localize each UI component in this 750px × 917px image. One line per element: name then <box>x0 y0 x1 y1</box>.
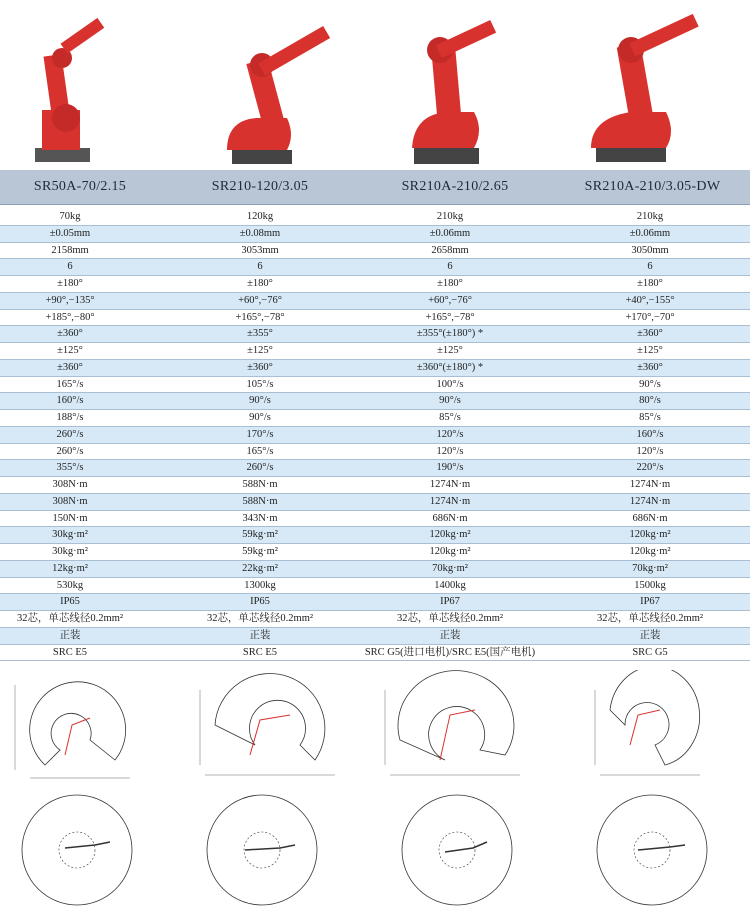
robot-image-sr210a-265 <box>374 0 561 170</box>
spec-cell: 686N·m <box>432 512 468 524</box>
spec-cell: 90°/s <box>639 378 661 390</box>
spec-cell: ±0.06mm <box>629 227 671 239</box>
spec-cell: 170°/s <box>246 428 274 440</box>
spec-cell: 85°/s <box>639 412 661 423</box>
spec-row <box>0 594 750 611</box>
spec-cell: +185°,−80° <box>45 311 95 323</box>
spec-cell: ±0.08mm <box>239 227 281 239</box>
spec-cell: IP67 <box>440 596 460 608</box>
spec-row <box>0 477 750 494</box>
spec-cell: IP65 <box>60 596 80 608</box>
spec-cell: 120kg·m² <box>429 546 471 557</box>
spec-cell: 308N·m <box>52 495 88 507</box>
spec-cell: ±0.05mm <box>49 227 91 239</box>
spec-cell: 120kg <box>246 211 274 222</box>
spec-cell: +60°,−76° <box>428 294 472 306</box>
spec-row <box>0 544 750 561</box>
spec-cell: 165°/s <box>246 445 274 457</box>
spec-cell: 6 <box>67 261 73 273</box>
top-view-diagram <box>15 790 140 910</box>
spec-cell: SRC E5 <box>52 646 88 658</box>
side-view-diagram <box>195 670 345 785</box>
spec-cell: 120°/s <box>636 445 664 457</box>
spec-cell: 686N·m <box>632 512 668 524</box>
spec-cell: 32芯，单芯线径0.2mm² <box>16 613 124 624</box>
spec-cell: +90°,−135° <box>45 294 95 306</box>
spec-cell: 1274N·m <box>629 495 671 507</box>
spec-cell: 1274N·m <box>629 479 671 490</box>
spec-cell: 120kg·m² <box>629 529 671 541</box>
spec-cell: 正装 <box>59 629 81 641</box>
spec-cell: SRC G5 <box>632 646 668 658</box>
spec-cell: 80°/s <box>639 395 661 407</box>
spec-row <box>0 259 750 276</box>
spec-cell: 120kg·m² <box>429 529 471 541</box>
model-name: SR50A-70/2.15 <box>33 179 127 194</box>
spec-cell: 1400kg <box>434 579 466 591</box>
spec-cell: 3053mm <box>241 244 279 256</box>
spec-cell: 190°/s <box>436 462 464 474</box>
spec-cell: 120°/s <box>436 445 464 457</box>
spec-cell: 6 <box>257 261 263 273</box>
spec-cell: +40°,−155° <box>625 294 675 306</box>
spec-cell: 588N·m <box>242 479 278 490</box>
robot-image-sr210a-305-dw <box>561 0 748 170</box>
spec-cell: 90°/s <box>439 395 461 407</box>
spec-cell: 90°/s <box>249 412 271 423</box>
workspace-diagrams <box>0 660 750 915</box>
spec-cell: 1500kg <box>634 579 666 591</box>
spec-row <box>0 293 750 310</box>
spec-cell: 260°/s <box>56 445 84 457</box>
spec-cell: ±360° <box>247 361 273 373</box>
spec-row <box>0 360 750 377</box>
spec-row <box>0 393 750 410</box>
spec-cell: ±180° <box>247 278 273 289</box>
spec-cell: 59kg·m² <box>242 546 278 557</box>
spec-cell: 32芯，单芯线径0.2mm² <box>396 613 504 624</box>
robot-images <box>0 0 750 170</box>
spec-cell: ±360°(±180°) * <box>416 361 484 373</box>
spec-row <box>0 209 750 226</box>
spec-cell: ±360° <box>57 361 83 373</box>
spec-cell: 3050mm <box>631 244 669 256</box>
spec-cell: 2658mm <box>431 244 469 256</box>
spec-cell: 343N·m <box>242 512 278 524</box>
spec-cell: 308N·m <box>52 479 88 490</box>
spec-cell: 160°/s <box>636 428 664 440</box>
spec-cell: 59kg·m² <box>242 529 278 541</box>
spec-cell: 30kg·m² <box>52 529 88 541</box>
top-view-diagram <box>200 790 325 910</box>
model-name: SR210-120/3.05 <box>211 179 309 194</box>
side-view-diagram <box>380 670 530 785</box>
spec-row <box>0 460 750 477</box>
spec-cell: 120°/s <box>436 428 464 440</box>
spec-row <box>0 628 750 645</box>
spec-cell: ±180° <box>437 278 463 289</box>
spec-cell: 120kg·m² <box>629 546 671 557</box>
spec-cell: 1274N·m <box>429 479 471 490</box>
spec-row <box>0 243 750 260</box>
spec-cell: ±360° <box>637 361 663 373</box>
spec-cell: +165°,−78° <box>235 311 285 323</box>
spec-cell: 1300kg <box>244 579 276 591</box>
spec-cell: 正装 <box>439 629 461 641</box>
spec-cell: 188°/s <box>56 412 84 423</box>
spec-row <box>0 527 750 544</box>
spec-cell: 70kg·m² <box>632 562 668 574</box>
spec-cell: 105°/s <box>246 378 274 390</box>
spec-cell: 210kg <box>636 211 664 222</box>
spec-cell: 1274N·m <box>429 495 471 507</box>
spec-cell: 32芯，单芯线径0.2mm² <box>596 613 704 624</box>
spec-cell: ±360° <box>637 328 663 340</box>
spec-row <box>0 444 750 461</box>
spec-cell: 220°/s <box>636 462 664 474</box>
spec-cell: 12kg·m² <box>52 562 88 574</box>
spec-cell: 160°/s <box>56 395 84 407</box>
spec-cell: 165°/s <box>56 378 84 390</box>
spec-row <box>0 645 750 662</box>
top-view-diagram <box>395 790 520 910</box>
spec-row <box>0 494 750 511</box>
spec-cell: 2158mm <box>51 244 89 256</box>
spec-cell: ±180° <box>57 278 83 289</box>
spec-cell: 355°/s <box>56 462 84 474</box>
side-view-diagram <box>590 670 710 785</box>
spec-cell: 260°/s <box>246 462 274 474</box>
spec-row <box>0 427 750 444</box>
spec-cell: +60°,−76° <box>238 294 282 306</box>
spec-table <box>0 209 750 661</box>
robot-image-sr50a <box>0 0 187 170</box>
spec-cell: IP65 <box>250 596 270 608</box>
model-name: SR210A-210/3.05-DW <box>584 179 721 194</box>
spec-cell: +170°,−70° <box>625 311 675 323</box>
model-header-row <box>0 170 750 205</box>
spec-cell: ±125° <box>57 345 83 356</box>
side-view-diagram <box>10 670 140 785</box>
robot-image-sr210-120 <box>187 0 374 170</box>
spec-row <box>0 310 750 327</box>
spec-row <box>0 377 750 394</box>
spec-cell: SRC G5(进口电机)/SRC E5(国产电机) <box>364 646 536 658</box>
spec-row <box>0 410 750 427</box>
spec-cell: ±355°(±180°) * <box>416 328 484 340</box>
spec-row <box>0 343 750 360</box>
spec-cell: 22kg·m² <box>242 562 278 574</box>
spec-cell: +165°,−78° <box>425 311 475 323</box>
spec-cell: 260°/s <box>56 428 84 440</box>
spec-cell: 210kg <box>436 211 464 222</box>
spec-cell: ±125° <box>637 345 663 356</box>
spec-row <box>0 226 750 243</box>
spec-cell: ±125° <box>247 345 273 356</box>
spec-cell: 150N·m <box>52 512 88 524</box>
spec-row <box>0 511 750 528</box>
spec-cell: 32芯，单芯线径0.2mm² <box>206 613 314 624</box>
spec-cell: SRC E5 <box>242 646 278 658</box>
spec-cell: 100°/s <box>436 378 464 390</box>
spec-row <box>0 276 750 293</box>
spec-row <box>0 578 750 595</box>
spec-cell: 6 <box>647 261 653 273</box>
spec-cell: ±0.06mm <box>429 227 471 239</box>
spec-cell: 6 <box>447 261 453 273</box>
spec-cell: 70kg <box>59 211 81 222</box>
spec-cell: 85°/s <box>439 412 461 423</box>
spec-cell: 530kg <box>56 579 84 591</box>
spec-cell: 70kg·m² <box>432 562 468 574</box>
spec-cell: 30kg·m² <box>52 546 88 557</box>
spec-cell: 正装 <box>639 629 661 641</box>
spec-cell: ±180° <box>637 278 663 289</box>
spec-cell: 588N·m <box>242 495 278 507</box>
spec-cell: 90°/s <box>249 395 271 407</box>
spec-cell: ±125° <box>437 345 463 356</box>
spec-cell: ±360° <box>57 328 83 340</box>
model-name: SR210A-210/2.65 <box>401 179 509 194</box>
spec-row <box>0 561 750 578</box>
spec-cell: 正装 <box>249 629 271 641</box>
spec-row <box>0 326 750 343</box>
spec-row <box>0 611 750 628</box>
top-view-diagram <box>590 790 715 910</box>
spec-cell: ±355° <box>247 328 273 340</box>
spec-cell: IP67 <box>640 596 660 608</box>
